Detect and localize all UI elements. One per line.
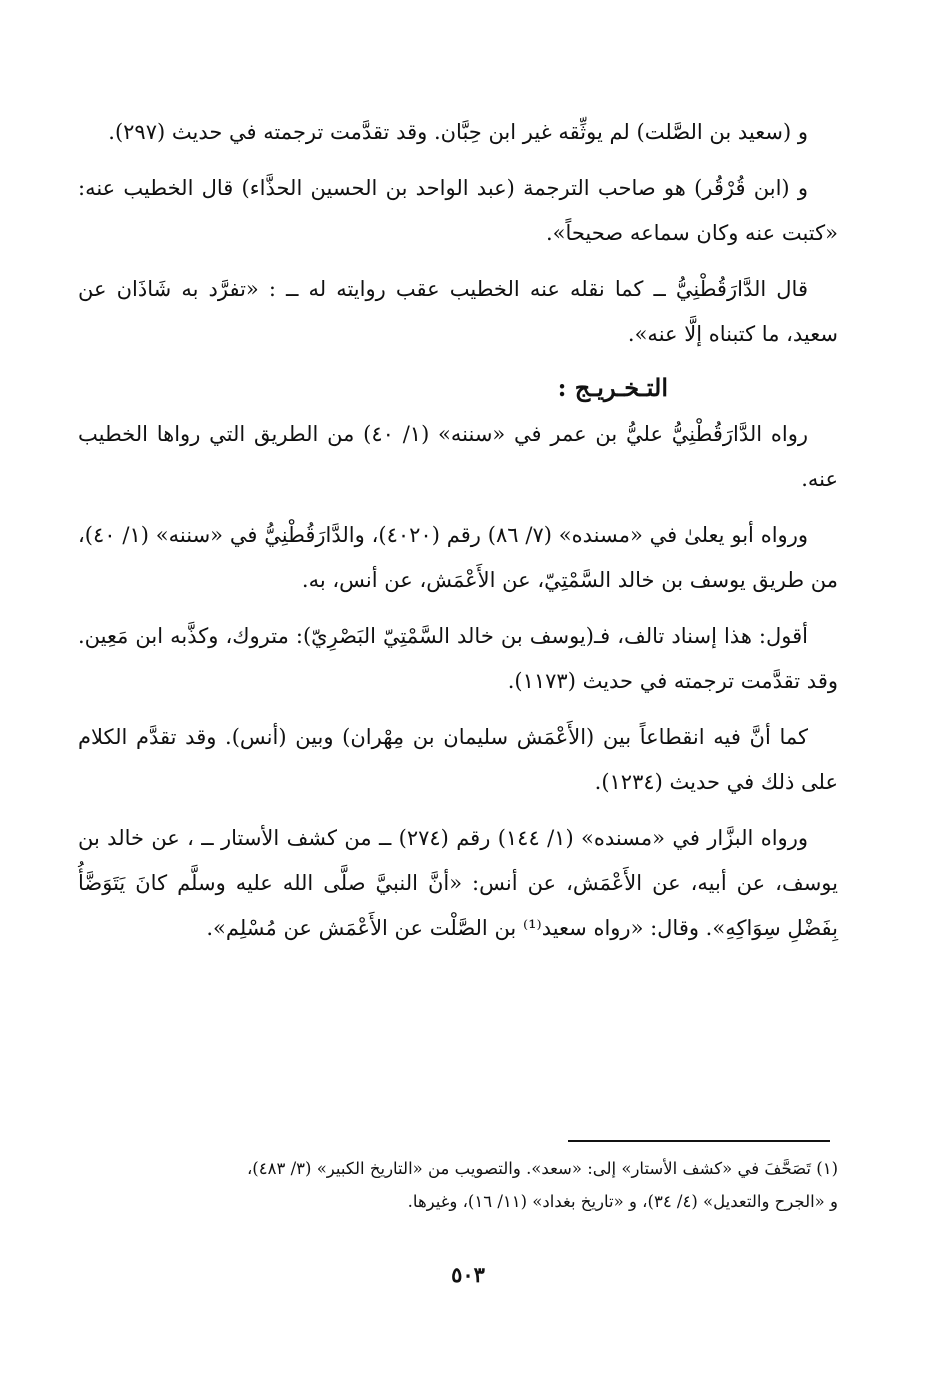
paragraph: و (ابن قُرْقُر) هو صاحب الترجمة (عبد الواحد بن الحسين الحذَّاء) قال الخطيب عنه: «كتبت عنه وكان سماعه صحيحاً».	[78, 176, 838, 245]
section-heading: التـخـريـج :	[557, 373, 668, 402]
paragraph: و (سعيد بن الصَّلت) لم يوثِّقه غير ابن حِبَّان. وقد تقدَّمت ترجمته في حديث (٢٩٧).	[108, 120, 808, 144]
paragraph: أقول: هذا إسناد تالف، فـ(يوسف بن خالد السَّمْتِيّ البَصْرِيّ): متروك، وكذَّبه ابن مَعِين. وقد تقدَّمت ترجمته في حديث (١١٧٣).	[78, 624, 838, 693]
page-number: ٥٠٣	[451, 1262, 485, 1287]
footnotes	[78, 1152, 838, 1218]
footnote-divider	[568, 1140, 830, 1142]
footnote-line: و «الجرح والتعديل» (٤/ ٣٤)، و «تاريخ بغداد» (١١/ ١٦)، وغيرها.	[407, 1192, 838, 1211]
paragraph: ورواه أبو يعلىٰ في «مسنده» (٧/ ٨٦) رقم (٤٠٢٠)، والدَّارَقُطْنِيُّ في «سننه» (١/ ٤٠)، من طريق يوسف بن خالد السَّمْتِيّ، عن الأَعْمَش، عن أنس، به.	[78, 523, 838, 592]
paragraph: كما أنَّ فيه انقطاعاً بين (الأَعْمَش سليمان بن مِهْران) وبين (أنس). وقد تقدَّم الكلام على ذلك في حديث (١٢٣٤).	[78, 725, 838, 794]
paragraph: ورواه البزَّار في «مسنده» (١/ ١٤٤) رقم (٢٧٤) ــ من كشف الأستار ــ ، عن خالد بن يوسف، عن أبيه، عن الأَعْمَش، عن أنس: «أنَّ النبيَّ صلَّى الله عليه وسلَّم كانَ يَتَوَضَّأُ بِفَضْلِ سِوَاكِهِ». وقال: «رواه سعيد⁽¹⁾ بن الصَّلْت عن الأَعْمَش عن مُسْلِم».	[78, 826, 838, 940]
paragraph: قال الدَّارَقُطْنِيُّ ــ كما نقله عنه الخطيب عقب روايته له ــ : «تفرَّد به شَاذَان عن سعيد، ما كتبناه إلَّا عنه».	[78, 277, 838, 346]
footnote-line: (١) تَصَحَّفَ في «كشف الأستار» إلى: «سعد». والتصويب من «التاريخ الكبير» (٣/ ٤٨٣)،	[246, 1159, 838, 1178]
page-body	[78, 110, 838, 962]
paragraph: رواه الدَّارَقُطْنِيُّ عليُّ بن عمر في «سننه» (١/ ٤٠) من الطريق التي رواها الخطيب عنه.	[78, 422, 838, 491]
